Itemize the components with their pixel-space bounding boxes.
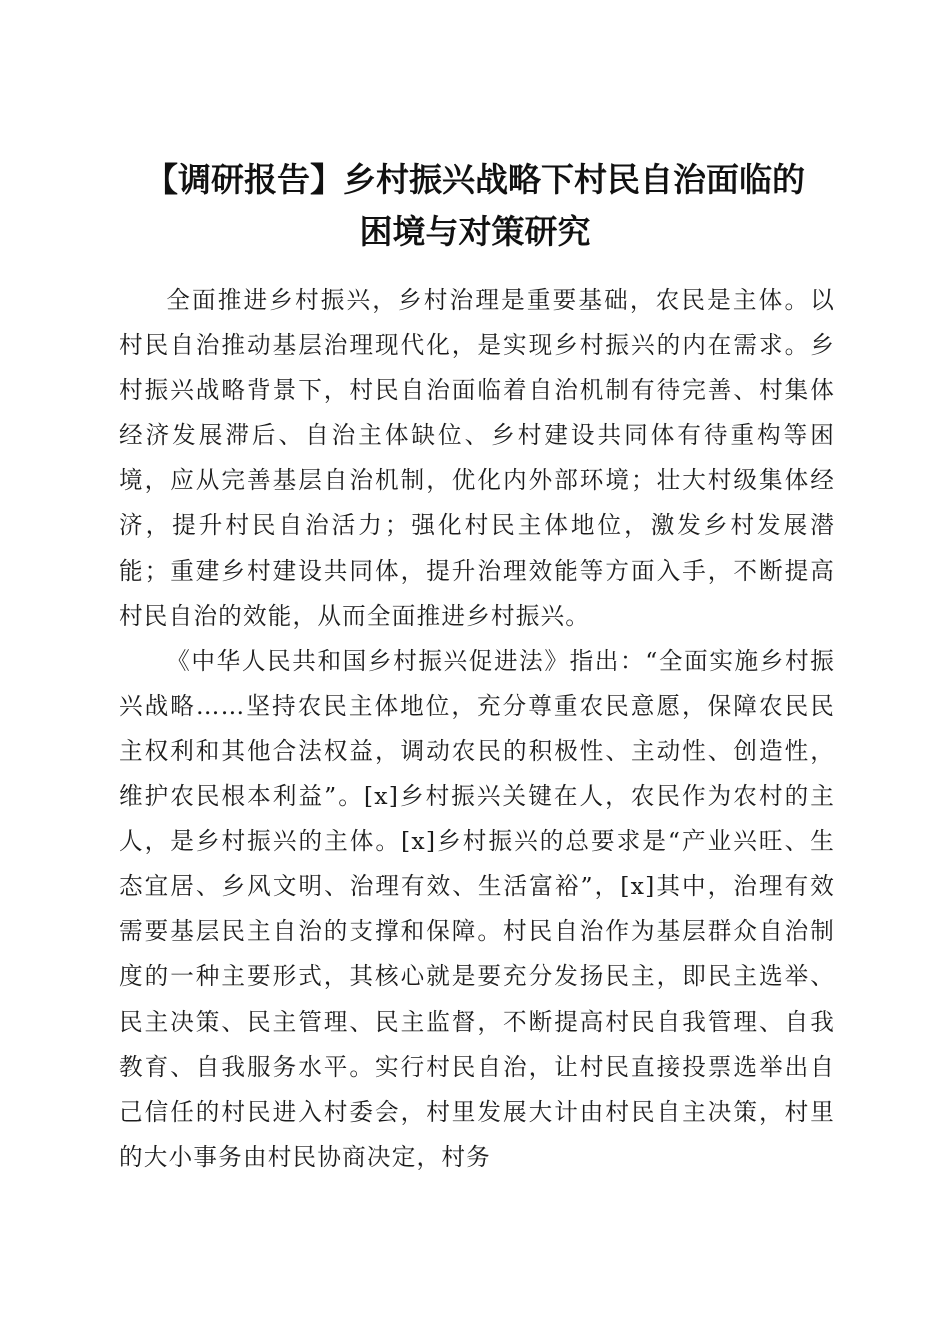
document-title — [100, 154, 850, 258]
document-body — [119, 278, 835, 1180]
paragraph-introduction: 《中华人民共和国乡村振兴促进法》指出：“全面实施乡村振兴战略……坚持农民主体地位，充分尊重农民意愿，保障农民民主权利和其他合法权益，调动农民的积极性、主动性、创造性，维护农民根本利益”。[x]乡村振兴关键在人，农民作为农村的主人，是乡村振兴的主体。[x]乡村振兴的总要求是“产业兴旺、生态宜居、乡风文明、治理有效、生活富裕”，[x]其中，治理有效需要基层民主自治的支撑和保障。村民自治作为基层群众自治制度的一种主要形式，其核心就是要充分发扬民主，即民主选举、民主决策、民主管理、民主监督，不断提高村民自我管理、自我教育、自我服务水平。实行村民自治，让村民直接投票选举出自己信任的村民进入村委会，村里发展大计由村民自主决策，村里的大小事务由村民协商决定，村务 — [119, 646, 835, 1171]
title-line-2: 困境与对策研究 — [359, 212, 591, 252]
paragraph-abstract: 全面推进乡村振兴，乡村治理是重要基础，农民是主体。以村民自治推动基层治理现代化，是实现乡村振兴的内在需求。乡村振兴战略背景下，村民自治面临着自治机制有待完善、村集体经济发展滞后、自治主体缺位、乡村建设共同体有待重构等困境，应从完善基层自治机制，优化内外部环境；壮大村级集体经济，提升村民自治活力；强化村民主体地位，激发乡村发展潜能；重建乡村建设共同体，提升治理效能等方面入手，不断提高村民自治的效能，从而全面推进乡村振兴。 — [119, 286, 835, 630]
title-line-1: 【调研报告】乡村振兴战略下村民自治面临的 — [145, 160, 805, 200]
